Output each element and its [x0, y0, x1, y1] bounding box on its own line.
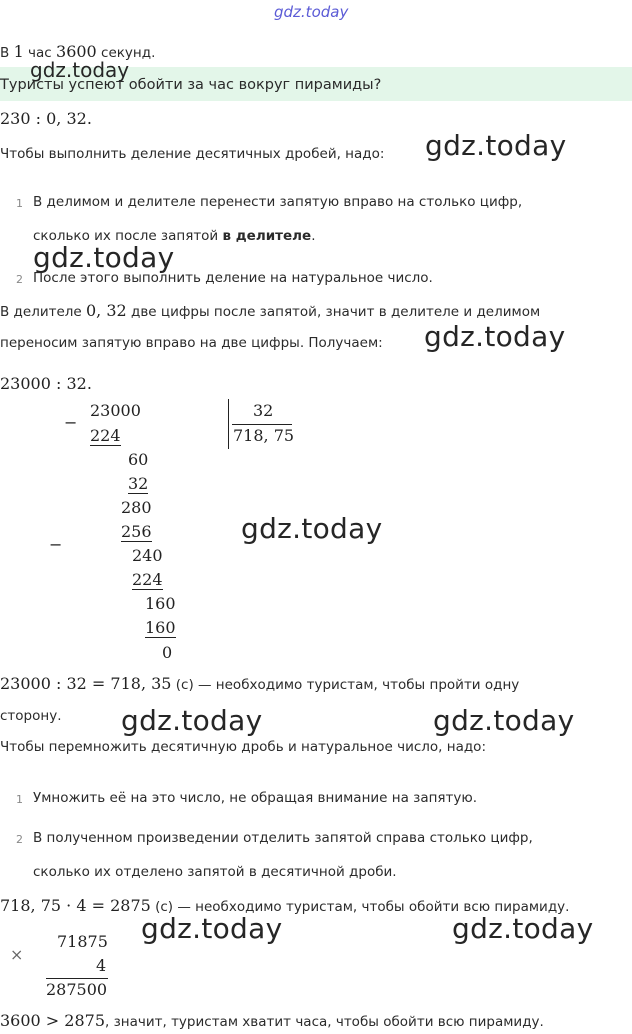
- final-line: [0, 1011, 544, 1030]
- step-1-line-a: В делимом и делителе перенести запятую вправо на столько цифр,: [33, 194, 523, 210]
- bold-text: в делителе: [222, 228, 312, 244]
- text: две цифры после запятой, значит в делителе и делимом: [131, 304, 541, 320]
- division-bar: [228, 399, 229, 449]
- list-number: 1: [16, 793, 23, 806]
- division-row: 60: [128, 450, 149, 469]
- result-1-line-a: [0, 674, 519, 693]
- expression-2: 23000 : 32.: [0, 374, 92, 393]
- watermark: gdz.today: [121, 704, 263, 737]
- multiplicand: 71875: [57, 932, 108, 951]
- division-row: 224: [132, 570, 163, 589]
- list-number: 2: [16, 833, 23, 846]
- rule-divide: Чтобы выполнить деление десятичных дробей, надо:: [0, 146, 385, 162]
- text: (с) — необходимо туристам, чтобы пройти одну: [175, 677, 520, 693]
- multiplier: 4: [96, 956, 107, 975]
- math: 23000 : 32 = 718, 35: [0, 674, 172, 693]
- text: , значит, туристам хватит часа, чтобы обойти всю пирамиду.: [105, 1014, 544, 1030]
- minus-sign: −: [49, 535, 63, 554]
- text: (с) — необходимо туристам, чтобы обойти всю пирамиду.: [155, 899, 570, 915]
- text: В: [0, 45, 10, 61]
- text: секунд.: [101, 45, 156, 61]
- division-row: 224: [90, 426, 121, 445]
- math: 1: [13, 42, 24, 61]
- math: 718, 75 · 4 = 2875: [0, 896, 151, 915]
- text: сколько их после запятой: [33, 228, 219, 244]
- text: В делителе: [0, 304, 82, 320]
- watermark: gdz.today: [433, 704, 575, 737]
- division-row: 256: [121, 522, 152, 541]
- math: 3600 > 2875: [0, 1011, 106, 1030]
- division-row: 32: [128, 474, 149, 493]
- text: час: [28, 45, 52, 61]
- math: 0, 32: [86, 301, 127, 320]
- watermark: gdz.today: [30, 58, 130, 82]
- shift-line-b: переносим запятую вправо на две цифры. Получаем:: [0, 335, 383, 351]
- watermark: gdz.today: [274, 3, 349, 21]
- result-1-line-b: сторону.: [0, 708, 62, 724]
- watermark: gdz.today: [241, 512, 383, 545]
- mult-step-2-line-b: сколько их отделено запятой в десятичной дроби.: [33, 864, 397, 880]
- math: 3600: [56, 42, 97, 61]
- list-number: 1: [16, 197, 23, 210]
- minus-sign: −: [64, 413, 78, 432]
- shift-line-a: [0, 301, 540, 320]
- divisor: 32: [253, 401, 274, 420]
- mult-step-1: Умножить её на это число, не обращая внимание на запятую.: [33, 790, 478, 806]
- watermark: gdz.today: [33, 241, 175, 274]
- quotient: 718, 75: [233, 426, 295, 445]
- text: .: [311, 228, 316, 244]
- division-row: 240: [132, 546, 163, 565]
- expression-1: 230 : 0, 32.: [0, 109, 92, 128]
- list-number: 2: [16, 273, 23, 286]
- step-2: После этого выполнить деление на натуральное число.: [33, 270, 433, 286]
- mult-step-2-line-a: В полученном произведении отделить запятой справа столько цифр,: [33, 830, 533, 846]
- times-sign: ×: [10, 945, 24, 964]
- watermark: gdz.today: [141, 912, 283, 945]
- division-row: 0: [162, 643, 173, 662]
- rule-multiply: Чтобы перемножить десятичную дробь и натуральное число, надо:: [0, 739, 486, 755]
- watermark: gdz.today: [452, 912, 594, 945]
- division-row: 280: [121, 498, 152, 517]
- watermark: gdz.today: [424, 320, 566, 353]
- question-text: Туристы успеют обойти за час вокруг пирамиды?: [0, 77, 382, 93]
- watermark: gdz.today: [425, 129, 567, 162]
- dividend: 23000: [90, 401, 141, 420]
- division-row: 160: [145, 594, 176, 613]
- product: 287500: [46, 980, 108, 999]
- division-row: 160: [145, 618, 176, 637]
